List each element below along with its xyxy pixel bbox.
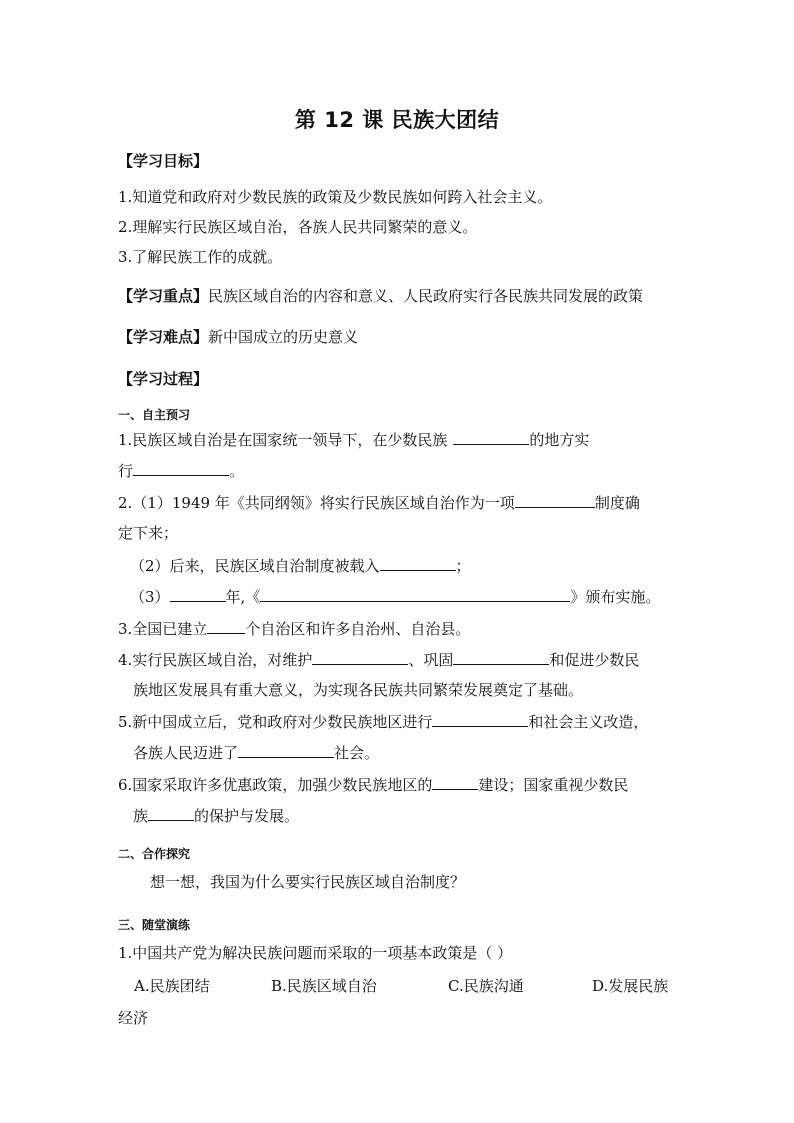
question-line (118, 492, 640, 513)
question-text: 各族人民迈进了 (133, 744, 239, 762)
question-text: 、巩固 (408, 651, 454, 669)
question-text: 6.国家采取许多优惠政策，加强少数民族地区的 (118, 776, 433, 794)
option-a[interactable]: A.民族团结 (134, 977, 210, 995)
question-text: ； (455, 557, 471, 575)
question-text: 3.全国已建立 (118, 620, 208, 638)
question-text: 行 (118, 462, 134, 480)
question-line (133, 742, 379, 763)
fill-blank[interactable] (148, 805, 194, 821)
fill-blank[interactable] (260, 586, 570, 602)
lesson-title: 第 12 课 民族大团结 (294, 108, 500, 132)
question-line (118, 711, 648, 732)
option-d[interactable]: D.发展民族 (592, 977, 669, 995)
process-heading: 【学习过程】 (118, 370, 209, 388)
discussion-question: 想一想，我国为什么要实行民族区域自治制度？ (150, 873, 466, 891)
fill-blank[interactable] (170, 586, 226, 602)
question-text: 制度确 (594, 494, 640, 512)
difficulties-label: 【学习难点】 (118, 328, 209, 346)
question-text: 的保护与发展。 (194, 807, 300, 825)
question-line (118, 649, 639, 670)
fill-blank[interactable] (133, 460, 229, 476)
question-text: 定下来； (118, 524, 179, 542)
quiz-question: 1.中国共产党为解决民族问题而采取的一项基本政策是（ ） (118, 944, 513, 962)
question-text: 4.实行民族区域自治，对维护 (118, 651, 313, 669)
objective-item: 2.理解实行民族区域自治，各族人民共同繁荣的意义。 (118, 218, 478, 236)
fill-blank[interactable] (238, 742, 334, 758)
question-text: 族 (133, 807, 149, 825)
fill-blank[interactable] (432, 774, 478, 790)
question-text: 5.新中国成立后，党和政府对少数民族地区进行 (118, 713, 433, 731)
question-text: 。 (229, 462, 245, 480)
question-text: 个自治区和许多自治州、自治县。 (245, 620, 471, 638)
fill-blank[interactable] (312, 649, 408, 665)
question-line (118, 774, 628, 795)
question-line (118, 429, 589, 450)
option-c[interactable]: C.民族沟通 (448, 977, 524, 995)
fill-blank[interactable] (432, 711, 528, 727)
question-line (133, 805, 299, 826)
fill-blank[interactable] (207, 618, 245, 634)
question-text: 和社会主义改造， (528, 713, 649, 731)
question-line (118, 618, 470, 639)
question-text: 建设；国家重视少数民 (478, 776, 629, 794)
question-text: 和促进少数民 (549, 651, 640, 669)
option-b[interactable]: B.民族区域自治 (271, 977, 377, 995)
question-line (133, 680, 583, 700)
section-heading: 二、合作探究 (118, 847, 191, 861)
question-text: 社会。 (334, 744, 380, 762)
key-points-label: 【学习重点】 (118, 287, 209, 305)
question-text: 》颁布实施。 (570, 588, 661, 606)
question-text: 年,《 (225, 588, 261, 606)
difficulties-text: 新中国成立的历史意义 (208, 328, 359, 346)
question-line (130, 586, 660, 607)
difficulties (118, 327, 358, 347)
fill-blank[interactable] (453, 649, 549, 665)
question-text: （3） (130, 588, 170, 606)
question-text: 1.民族区域自治是在国家统一领导下，在少数民族 (118, 431, 448, 449)
fill-blank[interactable] (453, 429, 529, 445)
question-text: 2.（1）1949 年《共同纲领》将实行民族区域自治作为一项 (118, 494, 515, 512)
option-d-continued: 经济 (118, 1009, 149, 1027)
section-heading: 三、随堂演练 (118, 918, 191, 932)
fill-blank[interactable] (380, 555, 456, 571)
question-text: （2）后来，民族区域自治制度被载入 (130, 557, 380, 575)
section-heading: 一、自主预习 (118, 408, 191, 422)
objective-item: 1.知道党和政府对少数民族的政策及少数民族如何跨入社会主义。 (118, 188, 553, 206)
question-line (118, 460, 244, 481)
question-text: 族地区发展具有重大意义，为实现各民族共同繁荣发展奠定了基础。 (133, 681, 584, 699)
question-line (118, 523, 178, 543)
key-points (118, 286, 643, 306)
objectives-heading: 【学习目标】 (118, 152, 209, 170)
objective-item: 3.了解民族工作的成就。 (118, 248, 283, 266)
question-line (130, 555, 471, 576)
key-points-text: 民族区域自治的内容和意义、人民政府实行各民族共同发展的政策 (208, 287, 644, 305)
question-text: 的地方实 (529, 431, 590, 449)
fill-blank[interactable] (515, 492, 595, 508)
